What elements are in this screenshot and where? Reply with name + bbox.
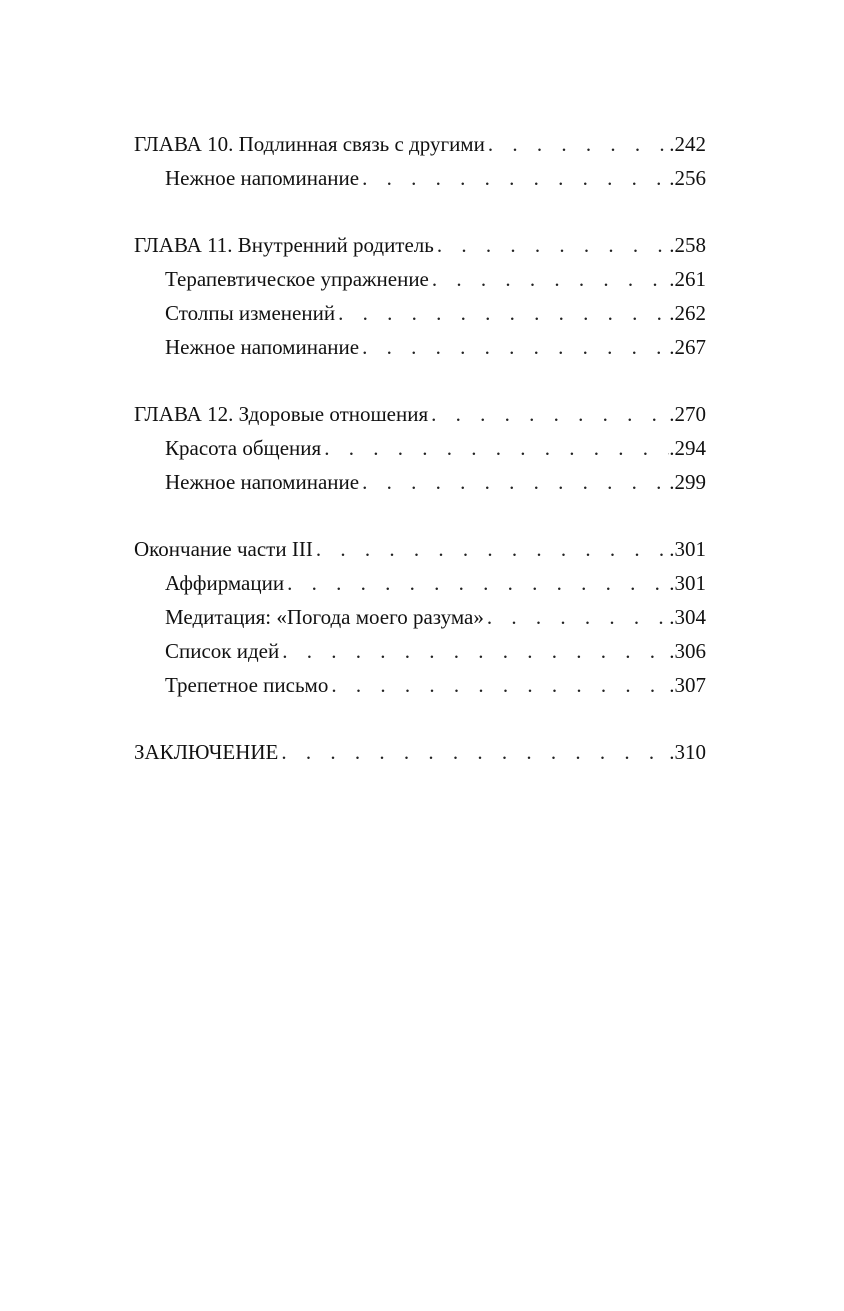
toc-entry-page: .299 bbox=[669, 470, 706, 494]
toc-entry-chapter bbox=[134, 532, 706, 566]
toc-entry-chapter bbox=[134, 735, 706, 769]
dot-leader bbox=[437, 228, 669, 262]
toc-entry-chapter bbox=[134, 127, 706, 161]
dot-leader bbox=[362, 465, 669, 499]
toc-entry-title: Список идей bbox=[165, 639, 280, 663]
toc-entry-page: .307 bbox=[669, 673, 706, 697]
toc-entry-title: Столпы изменений bbox=[165, 301, 336, 325]
dot-leader bbox=[362, 161, 669, 195]
toc-entry-title: Медитация: «Погода моего разума» bbox=[165, 605, 484, 629]
toc-entry-page: .304 bbox=[669, 605, 706, 629]
toc-entry-subsection bbox=[134, 668, 706, 702]
toc-entry-title: ГЛАВА 10. Подлинная связь с другими bbox=[134, 132, 485, 156]
toc-section-part-3-ending bbox=[134, 532, 706, 702]
toc-entry-title: ЗАКЛЮЧЕНИЕ bbox=[134, 740, 279, 764]
toc-entry-page: .258 bbox=[669, 233, 706, 257]
dot-leader bbox=[282, 634, 669, 668]
dot-leader bbox=[362, 330, 669, 364]
toc-entry-subsection bbox=[134, 600, 706, 634]
dot-leader bbox=[287, 566, 669, 600]
toc-entry-title: ГЛАВА 11. Внутренний родитель bbox=[134, 233, 434, 257]
dot-leader bbox=[432, 262, 669, 296]
toc-section-chapter-10 bbox=[134, 127, 706, 195]
dot-leader bbox=[324, 431, 669, 465]
toc-entry-subsection bbox=[134, 161, 706, 195]
dot-leader bbox=[431, 397, 669, 431]
toc-entry-subsection bbox=[134, 465, 706, 499]
toc-entry-subsection bbox=[134, 330, 706, 364]
toc-entry-title: Нежное напоминание bbox=[165, 166, 360, 190]
toc-entry-page: .294 bbox=[669, 436, 706, 460]
toc-entry-subsection bbox=[134, 566, 706, 600]
toc-entry-page: .262 bbox=[669, 301, 706, 325]
toc-entry-title: Окончание части III bbox=[134, 537, 313, 561]
toc-entry-title: ГЛАВА 12. Здоровые отношения bbox=[134, 402, 429, 426]
table-of-contents bbox=[134, 127, 706, 802]
dot-leader bbox=[281, 735, 669, 769]
toc-entry-title: Терапевтическое упражнение bbox=[165, 267, 429, 291]
toc-entry-page: .301 bbox=[669, 537, 706, 561]
toc-section-chapter-11 bbox=[134, 228, 706, 364]
dot-leader bbox=[487, 600, 669, 634]
toc-entry-page: .306 bbox=[669, 639, 706, 663]
toc-entry-title: Нежное напоминание bbox=[165, 470, 360, 494]
toc-entry-page: .301 bbox=[669, 571, 706, 595]
toc-entry-chapter bbox=[134, 228, 706, 262]
toc-entry-page: .270 bbox=[669, 402, 706, 426]
toc-entry-page: .267 bbox=[669, 335, 706, 359]
toc-entry-page: .256 bbox=[669, 166, 706, 190]
toc-entry-subsection bbox=[134, 431, 706, 465]
toc-entry-subsection bbox=[134, 296, 706, 330]
toc-entry-page: .310 bbox=[669, 740, 706, 764]
toc-entry-subsection bbox=[134, 262, 706, 296]
toc-entry-page: .242 bbox=[669, 132, 706, 156]
toc-entry-title: Трепетное письмо bbox=[165, 673, 329, 697]
toc-section-conclusion bbox=[134, 735, 706, 769]
toc-entry-page: .261 bbox=[669, 267, 706, 291]
toc-entry-subsection bbox=[134, 634, 706, 668]
toc-section-chapter-12 bbox=[134, 397, 706, 499]
toc-entry-chapter bbox=[134, 397, 706, 431]
toc-entry-title: Аффирмации bbox=[165, 571, 285, 595]
toc-entry-title: Красота общения bbox=[165, 436, 322, 460]
dot-leader bbox=[331, 668, 669, 702]
dot-leader bbox=[488, 127, 669, 161]
toc-entry-title: Нежное напоминание bbox=[165, 335, 360, 359]
dot-leader bbox=[316, 532, 669, 566]
dot-leader bbox=[338, 296, 669, 330]
